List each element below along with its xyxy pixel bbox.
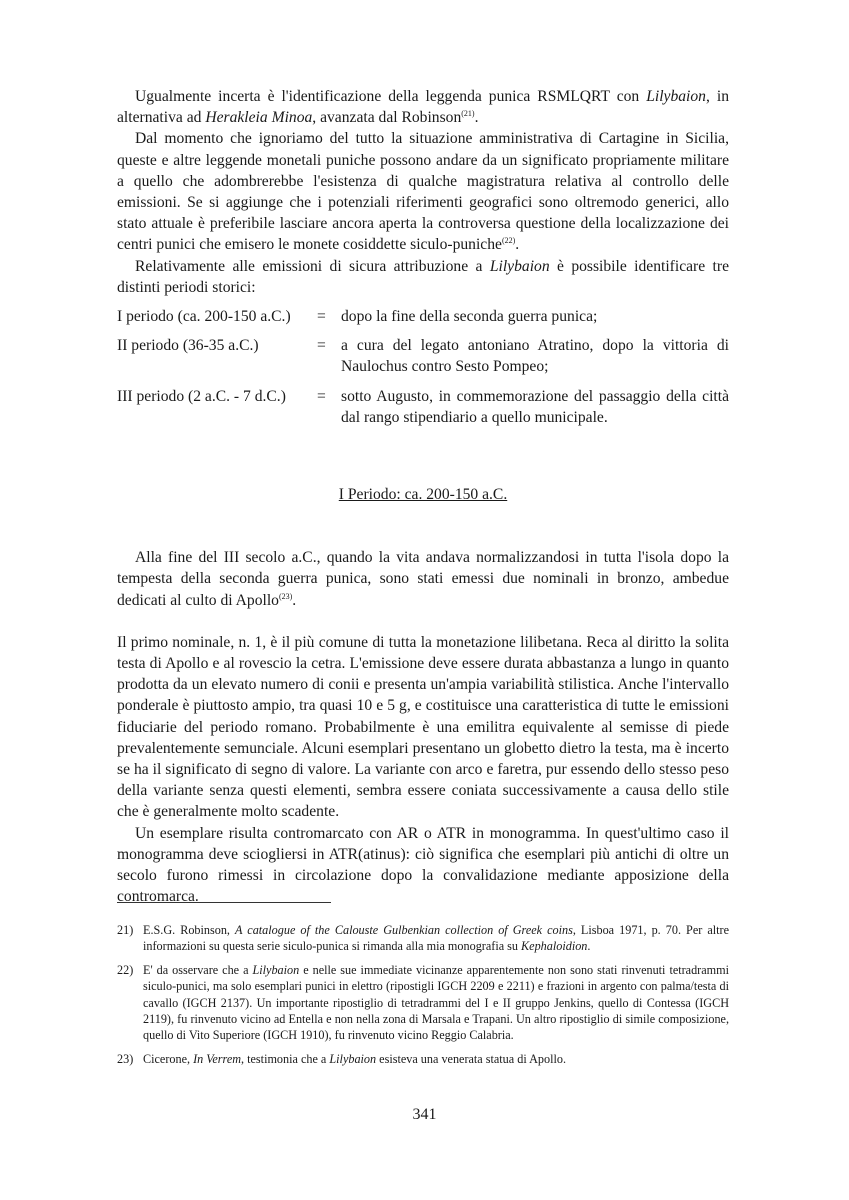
footnotes (117, 922, 729, 1074)
period-equals: = (317, 337, 326, 355)
section-heading: I Periodo: ca. 200-150 a.C. (338, 486, 508, 504)
footnote-22 (117, 962, 729, 1044)
footnote-ref-22[interactable]: (22) (501, 236, 516, 246)
period-row (117, 386, 729, 428)
period-row (117, 306, 729, 327)
page-number: 341 (412, 1106, 437, 1123)
footnote-text: Cicerone, In Verrem, testimonia che a Lilybaion esisteva una venerata statua di Apollo. (143, 1051, 566, 1066)
paragraph-3: Relativamente alle emissioni di sicura attribuzione a Lilybaion è possibile identificare tre distinti periodi storici: (117, 257, 729, 296)
period-description: dopo la fine della seconda guerra punica; (341, 308, 598, 326)
period-description: a cura del legato antoniano Atratino, dopo la vittoria di Naulochus contro Sesto Pompeo; (341, 337, 729, 376)
period-label: III periodo (2 a.C. - 7 d.C.) (117, 387, 286, 405)
paragraph-6: Un esemplare risulta contromarcato con AR o ATR in monogramma. In quest'ultimo caso il monogramma deve sciogliersi in ATR(atinus): ciò significa che esemplari più antichi di oltre un secolo furono rimessi in circolazione dopo la convalidazione mediante apposizione della contromarca. (117, 824, 729, 906)
footnote-ref-21[interactable]: (21) (461, 109, 475, 119)
period-equals: = (317, 387, 326, 405)
footnote-ref-23[interactable]: (23) (278, 591, 293, 601)
footnote-divider (117, 902, 331, 903)
periods-list (117, 306, 729, 428)
footnote-23 (117, 1051, 729, 1067)
period-equals: = (317, 308, 326, 326)
period-row (117, 335, 729, 377)
footnote-number: 23) (117, 1051, 134, 1066)
period-label: I periodo (ca. 200-150 a.C.) (117, 308, 291, 326)
footnote-number: 22) (117, 962, 134, 977)
paragraph-5: Il primo nominale, n. 1, è il più comune di tutta la monetazione lilibetana. Reca al diritto la solita testa di Apollo e al rovescio la cetra. L'emissione deve essere durata abbastanza a lungo in quanto prodotta da un elevato numero di conii e presenta un'ampia variabilità stilistica. Anche l'intervallo ponderale è piuttosto ampio, tra quasi 10 e 5 g, e costituisce una caratteristica di tutte le emissioni fiduciarie del periodo romano. Probabilmente è una emilitra equivalente al semisse di piede prevalentemente semunciale. Alcuni esemplari presentano un globetto dietro la testa, ma è incerto se ha il significato di segno di valore. La variante con arco e faretra, pur essendo dello stesso peso della variante senza questi elementi, sembra essere coniata successivamente a causa dello stile che è generalmente molto scadente. (117, 633, 729, 821)
footnote-text: E' da osservare che a Lilybaion e nelle sue immediate vicinanze apparentemente non sono stati rinvenuti tetradrammi siculo-punici, ma solo esemplari punici in elettro (ripostigli IGCH 2209 e 2211) e frazioni in argento con palma/testa di cavallo (IGCH 2137). Un importante ripostiglio di tetradrammi del I e II gruppo Jenkins, quello di Contessa (IGCH 2119), fu rinvenuto vicino ad Entella e non nella zona di Marsala e Trapani. Un altro ripostiglio di simile composizione, quello di Vito Superiore (IGCH 1910), fu rinvenuto vicino Reggio Calabria. (143, 962, 729, 1043)
period-label: II periodo (36-35 a.C.) (117, 337, 259, 355)
period-description: sotto Augusto, in commemorazione del passaggio della città dal rango stipendiario a quello municipale. (341, 387, 729, 426)
footnote-text: E.S.G. Robinson, A catalogue of the Calouste Gulbenkian collection of Greek coins, Lisboa 1971, p. 70. Per altre informazioni su questa serie siculo-punica si rimanda alla mia monografia su Kephaloidion. (143, 923, 729, 954)
footnote-21 (117, 922, 729, 955)
paragraph-4: Alla fine del III secolo a.C., quando la vita andava normalizzandosi in tutta l'isola dopo la tempesta della seconda guerra punica, sono stati emessi due nominali in bronzo, ambedue dedicati al culto di Apollo$^{(23)}$. (117, 549, 729, 609)
page-body (117, 86, 729, 908)
paragraph-2: Dal momento che ignoriamo del tutto la situazione amministrativa di Cartagine in Sicilia, queste e altre leggende monetali puniche possono andare da un significato propriamente militare a quello che adombrerebbe l'esistenza di qualche magistratura relativa al controllo delle emissioni. Se si aggiunge che i potenziali riferimenti geografici sono oltremodo generici, allo stato attuale è preferibile lasciare ancora aperta la controversa questione della localizzazione dei centri punici che emisero le monete cosiddette siculo-puniche$^{(22)}$. (117, 130, 729, 254)
paragraph-1: Ugualmente incerta è l'identificazione della leggenda punica RSMLQRT con Lilybaion, in alternativa ad Herakleia Minoa, avanzata dal Robinson$^{(21)}$. (117, 88, 729, 127)
footnote-number: 21) (117, 923, 134, 937)
